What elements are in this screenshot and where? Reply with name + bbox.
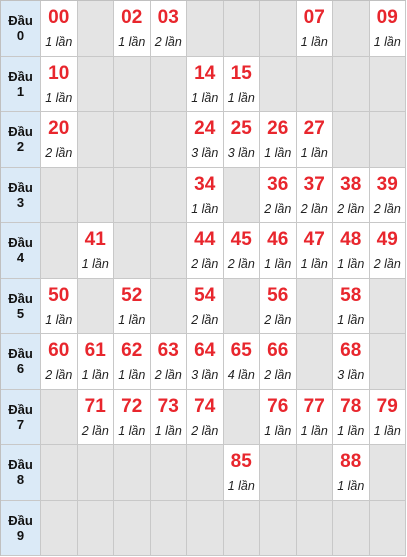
occurrence-count: 2 lần (300, 201, 328, 216)
occurrence-count: 1 lần (118, 368, 146, 382)
empty-cell (333, 1, 370, 57)
empty-cell (151, 112, 188, 168)
empty-cell (114, 112, 151, 168)
empty-cell (78, 279, 115, 335)
row-header-5 (1, 279, 41, 335)
number-cell-71 (78, 390, 115, 446)
row-header-1 (1, 57, 41, 113)
number-cell-78 (333, 390, 370, 446)
empty-cell (151, 501, 188, 557)
number-value: 26 (267, 118, 289, 139)
number-value: 85 (230, 451, 252, 472)
number-value: 15 (230, 62, 252, 84)
number-value: 61 (84, 340, 106, 361)
number-cell-63 (151, 334, 188, 390)
empty-cell (224, 1, 261, 57)
occurrence-count: 2 lần (264, 201, 292, 216)
number-value: 64 (194, 340, 216, 361)
number-cell-03 (151, 1, 188, 57)
row-header-7 (1, 390, 41, 446)
occurrence-count: 1 lần (373, 35, 401, 49)
occurrence-count: 2 lần (337, 201, 365, 216)
row-header-label: Đầu (8, 235, 33, 251)
number-cell-26 (260, 112, 297, 168)
row-header-9 (1, 501, 41, 557)
empty-cell (297, 445, 334, 501)
number-value: 41 (84, 229, 106, 250)
occurrence-count: 1 lần (300, 35, 328, 49)
row-header-label: Đầu (8, 13, 33, 29)
row-header-label: Đầu (8, 290, 33, 306)
number-cell-85 (224, 445, 261, 501)
empty-cell (78, 168, 115, 224)
number-value: 25 (230, 118, 252, 139)
occurrence-count: 1 lần (45, 312, 73, 327)
empty-cell (224, 390, 261, 446)
number-value: 54 (194, 284, 216, 306)
occurrence-count: 1 lần (81, 368, 109, 382)
row-header-label: Đầu (8, 179, 33, 195)
number-value: 37 (303, 173, 325, 195)
occurrence-count: 1 lần (264, 146, 292, 160)
empty-cell (224, 279, 261, 335)
number-value: 44 (194, 229, 216, 250)
occurrence-count: 1 lần (337, 479, 365, 493)
empty-cell (260, 445, 297, 501)
empty-cell (78, 1, 115, 57)
number-value: 09 (376, 7, 398, 28)
empty-cell (370, 279, 407, 335)
empty-cell (151, 279, 188, 335)
empty-cell (114, 445, 151, 501)
number-cell-00 (41, 1, 78, 57)
number-value: 88 (340, 451, 362, 472)
occurrence-count: 1 lần (300, 146, 328, 160)
number-value: 76 (267, 395, 289, 417)
occurrence-count: 1 lần (45, 35, 73, 49)
occurrence-count: 2 lần (264, 368, 292, 382)
empty-cell (187, 1, 224, 57)
number-cell-61 (78, 334, 115, 390)
number-cell-27 (297, 112, 334, 168)
occurrence-count: 1 lần (118, 312, 146, 327)
number-cell-50 (41, 279, 78, 335)
number-value: 07 (303, 7, 325, 28)
row-header-digit: 4 (16, 250, 25, 266)
occurrence-count: 2 lần (373, 257, 401, 271)
occurrence-count: 1 lần (191, 90, 219, 105)
number-value: 73 (157, 395, 179, 417)
empty-cell (114, 223, 151, 279)
row-header-2 (1, 112, 41, 168)
number-value: 74 (194, 395, 216, 417)
row-header-label: Đầu (8, 346, 33, 362)
number-value: 27 (303, 118, 325, 139)
number-cell-88 (333, 445, 370, 501)
occurrence-count: 1 lần (154, 423, 182, 438)
occurrence-count: 2 lần (154, 368, 182, 382)
number-value: 62 (121, 340, 143, 361)
number-cell-41 (78, 223, 115, 279)
number-value: 47 (303, 229, 325, 250)
number-value: 24 (194, 118, 216, 139)
occurrence-count: 2 lần (191, 257, 219, 271)
empty-cell (151, 168, 188, 224)
row-header-0 (1, 1, 41, 57)
empty-cell (78, 445, 115, 501)
empty-cell (151, 445, 188, 501)
number-cell-34 (187, 168, 224, 224)
empty-cell (187, 445, 224, 501)
number-value: 49 (376, 229, 398, 250)
occurrence-count: 1 lần (45, 90, 73, 105)
number-cell-52 (114, 279, 151, 335)
number-value: 03 (157, 7, 179, 28)
number-cell-72 (114, 390, 151, 446)
row-header-label: Đầu (8, 512, 33, 528)
number-value: 34 (194, 173, 216, 195)
number-cell-76 (260, 390, 297, 446)
row-header-digit: 8 (16, 472, 25, 488)
number-value: 72 (121, 395, 143, 417)
empty-cell (41, 390, 78, 446)
empty-cell (333, 501, 370, 557)
occurrence-count: 1 lần (118, 423, 146, 438)
empty-cell (297, 279, 334, 335)
number-value: 52 (121, 284, 143, 306)
number-value: 68 (340, 340, 362, 361)
number-cell-49 (370, 223, 407, 279)
row-header-label: Đầu (8, 68, 33, 84)
number-cell-58 (333, 279, 370, 335)
number-value: 00 (48, 7, 70, 28)
number-value: 50 (48, 284, 70, 306)
number-value: 63 (157, 340, 179, 361)
number-value: 14 (194, 62, 216, 84)
number-cell-68 (333, 334, 370, 390)
number-cell-47 (297, 223, 334, 279)
empty-cell (370, 57, 407, 113)
row-header-8 (1, 445, 41, 501)
row-header-4 (1, 223, 41, 279)
number-value: 71 (84, 395, 106, 417)
occurrence-count: 3 lần (191, 368, 219, 382)
number-value: 48 (340, 229, 362, 250)
number-cell-60 (41, 334, 78, 390)
number-cell-38 (333, 168, 370, 224)
empty-cell (260, 501, 297, 557)
occurrence-count: 1 lần (264, 423, 292, 438)
empty-cell (370, 445, 407, 501)
occurrence-count: 2 lần (227, 257, 255, 271)
empty-cell (78, 57, 115, 113)
row-header-digit: 5 (16, 305, 25, 321)
row-header-6 (1, 334, 41, 390)
empty-cell (224, 501, 261, 557)
row-header-label: Đầu (8, 124, 33, 140)
empty-cell (370, 501, 407, 557)
occurrence-count: 1 lần (373, 423, 401, 438)
number-value: 20 (48, 118, 70, 139)
number-cell-77 (297, 390, 334, 446)
occurrence-count: 1 lần (118, 35, 146, 49)
number-value: 45 (230, 229, 252, 250)
row-header-digit: 1 (16, 83, 25, 99)
number-value: 66 (267, 340, 289, 361)
number-cell-44 (187, 223, 224, 279)
row-header-digit: 7 (16, 416, 25, 432)
row-header-label: Đầu (8, 457, 33, 473)
number-cell-62 (114, 334, 151, 390)
number-cell-39 (370, 168, 407, 224)
number-cell-09 (370, 1, 407, 57)
empty-cell (224, 168, 261, 224)
number-value: 79 (376, 395, 398, 417)
occurrence-count: 3 lần (191, 146, 219, 160)
occurrence-count: 1 lần (337, 423, 365, 438)
occurrence-count: 4 lần (227, 368, 255, 382)
empty-cell (41, 223, 78, 279)
occurrence-count: 1 lần (337, 257, 365, 271)
number-value: 46 (267, 229, 289, 250)
number-cell-10 (41, 57, 78, 113)
number-value: 02 (121, 7, 143, 28)
number-value: 65 (230, 340, 252, 361)
empty-cell (78, 112, 115, 168)
row-header-digit: 3 (16, 194, 25, 210)
number-cell-64 (187, 334, 224, 390)
occurrence-count: 1 lần (300, 423, 328, 438)
number-cell-14 (187, 57, 224, 113)
number-cell-45 (224, 223, 261, 279)
occurrence-count: 3 lần (337, 368, 365, 382)
occurrence-count: 1 lần (191, 201, 219, 216)
number-value: 60 (48, 340, 70, 361)
occurrence-count: 1 lần (227, 90, 255, 105)
number-cell-02 (114, 1, 151, 57)
number-cell-79 (370, 390, 407, 446)
empty-cell (114, 57, 151, 113)
row-header-label: Đầu (8, 401, 33, 417)
number-value: 56 (267, 284, 289, 306)
empty-cell (297, 334, 334, 390)
number-value: 10 (48, 62, 70, 84)
occurrence-count: 1 lần (227, 479, 255, 493)
number-cell-07 (297, 1, 334, 57)
occurrence-count: 1 lần (337, 312, 365, 327)
occurrence-count: 1 lần (264, 257, 292, 271)
empty-cell (297, 57, 334, 113)
number-cell-65 (224, 334, 261, 390)
empty-cell (297, 501, 334, 557)
occurrence-count: 1 lần (81, 257, 109, 271)
row-header-digit: 2 (16, 139, 25, 155)
occurrence-count: 2 lần (154, 35, 182, 49)
number-value: 78 (340, 395, 362, 417)
number-cell-66 (260, 334, 297, 390)
empty-cell (260, 1, 297, 57)
empty-cell (151, 223, 188, 279)
empty-cell (114, 501, 151, 557)
number-cell-20 (41, 112, 78, 168)
number-value: 77 (303, 395, 325, 417)
occurrence-count: 2 lần (45, 146, 73, 160)
number-value: 58 (340, 284, 362, 306)
empty-cell (333, 112, 370, 168)
occurrence-count: 2 lần (264, 312, 292, 327)
empty-cell (41, 501, 78, 557)
number-cell-74 (187, 390, 224, 446)
number-cell-36 (260, 168, 297, 224)
number-cell-24 (187, 112, 224, 168)
row-header-digit: 0 (16, 28, 25, 44)
empty-cell (260, 57, 297, 113)
number-value: 38 (340, 173, 362, 195)
row-header-digit: 9 (16, 527, 25, 543)
number-cell-37 (297, 168, 334, 224)
row-header-3 (1, 168, 41, 224)
empty-cell (41, 445, 78, 501)
empty-cell (41, 168, 78, 224)
number-cell-56 (260, 279, 297, 335)
row-header-digit: 6 (16, 361, 25, 377)
empty-cell (370, 112, 407, 168)
occurrence-count: 2 lần (81, 423, 109, 438)
number-cell-73 (151, 390, 188, 446)
occurrence-count: 1 lần (300, 257, 328, 271)
number-cell-15 (224, 57, 261, 113)
empty-cell (114, 168, 151, 224)
empty-cell (370, 334, 407, 390)
number-cell-46 (260, 223, 297, 279)
occurrence-count: 2 lần (373, 201, 401, 216)
occurrence-count: 2 lần (45, 368, 73, 382)
number-cell-54 (187, 279, 224, 335)
empty-cell (333, 57, 370, 113)
number-value: 39 (376, 173, 398, 195)
empty-cell (187, 501, 224, 557)
occurrence-count: 3 lần (227, 146, 255, 160)
number-cell-48 (333, 223, 370, 279)
number-value: 36 (267, 173, 289, 195)
occurrence-count: 2 lần (191, 312, 219, 327)
number-cell-25 (224, 112, 261, 168)
occurrence-count: 2 lần (191, 423, 219, 438)
empty-cell (151, 57, 188, 113)
empty-cell (78, 501, 115, 557)
